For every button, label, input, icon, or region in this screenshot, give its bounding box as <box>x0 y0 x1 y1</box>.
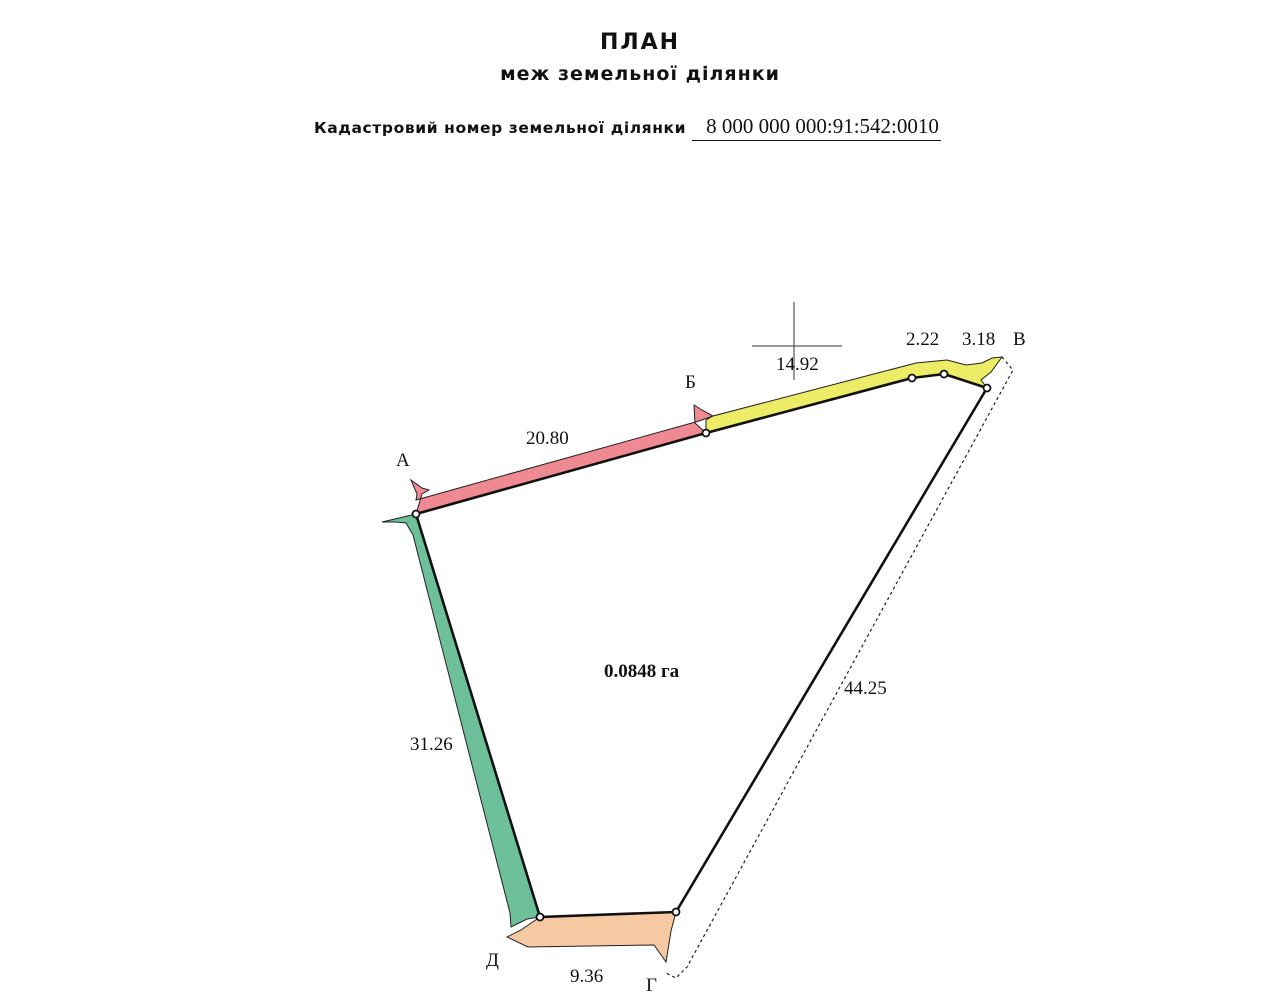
length-label-g-d: 9.36 <box>570 966 604 987</box>
boundary-band-v-g <box>664 357 1013 978</box>
point-label-a: А <box>396 450 410 471</box>
length-label-b-v-1: 14.92 <box>776 354 819 375</box>
length-label-b-v-3: 3.18 <box>962 329 996 350</box>
parcel-area: 0.0848 га <box>604 661 680 682</box>
plan-subtitle: меж земельної ділянки <box>500 63 780 85</box>
boundary-marker <box>413 511 420 518</box>
boundary-marker <box>703 430 710 437</box>
length-label-a-b: 20.80 <box>526 428 569 449</box>
length-label-v-g: 44.25 <box>844 678 887 699</box>
cadastral-number: 8 000 000 000:91:542:0010 <box>692 114 941 141</box>
point-label-g: Г <box>646 975 657 993</box>
point-label-b: Б <box>685 372 696 393</box>
boundary-band-d-a <box>382 514 540 927</box>
boundary-marker <box>909 375 916 382</box>
point-label-d: Д <box>486 950 499 971</box>
cadastral-label: Кадастровий номер земельної ділянки <box>314 119 687 137</box>
boundary-band-a-b <box>411 405 713 514</box>
boundary-band-g-d <box>507 912 676 962</box>
boundary-marker <box>673 909 680 916</box>
boundary-marker <box>941 371 948 378</box>
boundary-marker <box>984 385 991 392</box>
plan-title: ПЛАН <box>599 30 681 55</box>
length-label-b-v-2: 2.22 <box>906 329 940 350</box>
boundary-marker <box>537 914 544 921</box>
point-label-v: В <box>1013 329 1026 350</box>
length-label-d-a: 31.26 <box>410 734 453 755</box>
